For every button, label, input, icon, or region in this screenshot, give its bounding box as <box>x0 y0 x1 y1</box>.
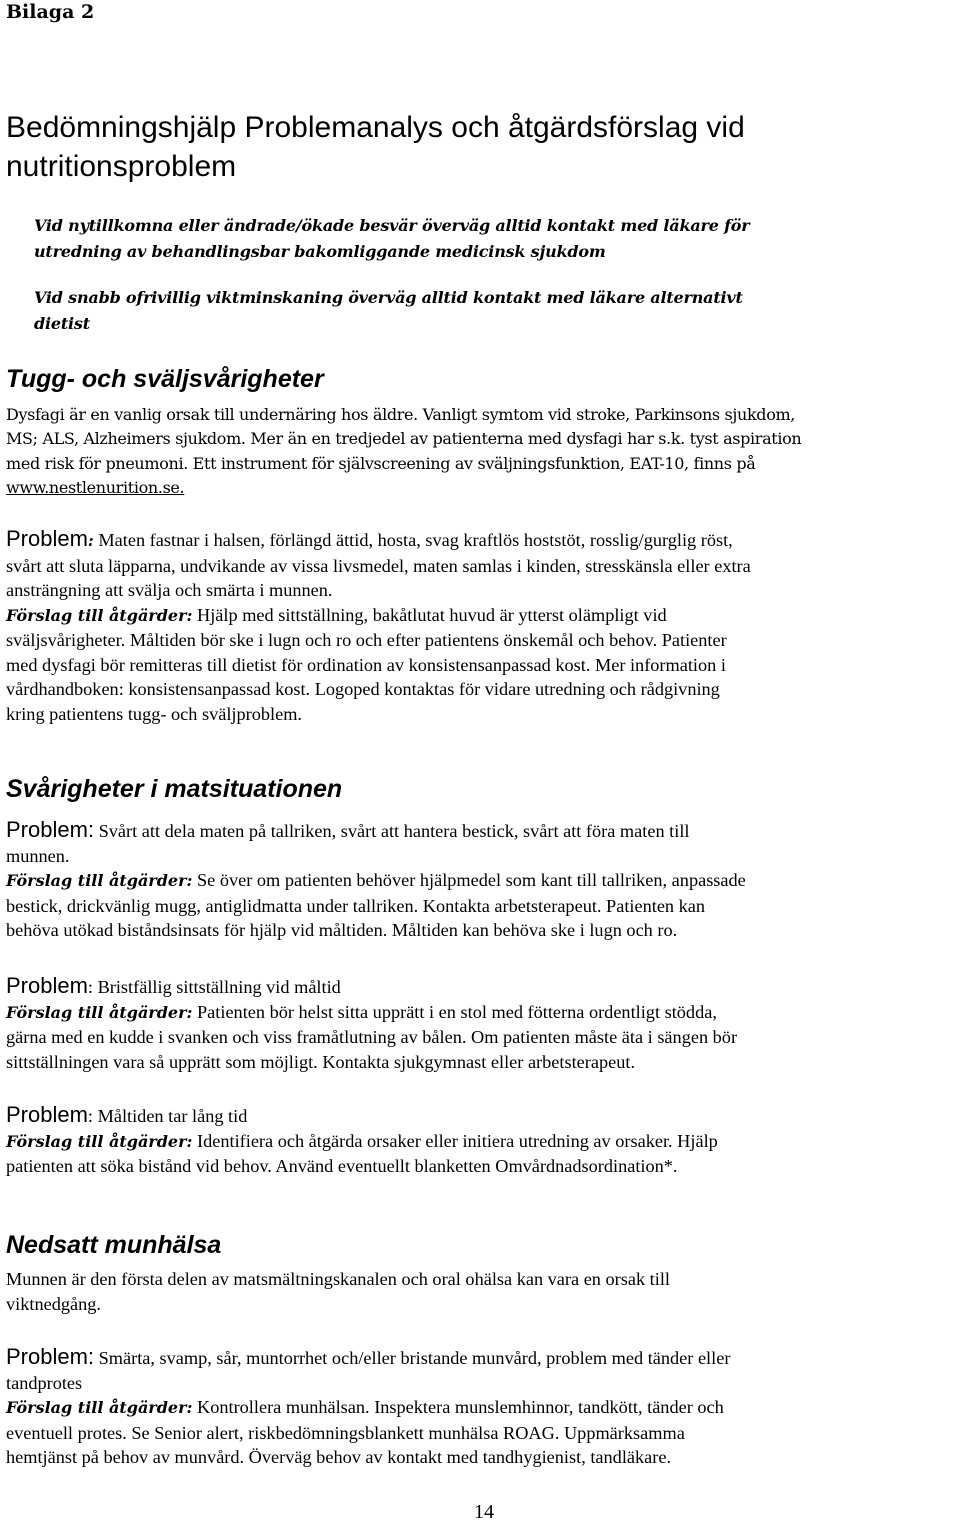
action-label: Förslag till åtgärder: <box>6 871 193 890</box>
problem-label: Problem: <box>6 817 95 842</box>
note-weight-loss: Vid snabb ofrivillig viktminskaning överväg alltid kontakt med läkare alternativt dietist <box>34 288 743 333</box>
section-heading-meal-difficulties: Svårigheter i matsituationen <box>6 775 343 803</box>
meal-problem-1: Problem: Svårt att dela maten på tallriken, svårt att hantera bestick, svårt att föra maten till munnen. Förslag till åtgärder: Se över om patienten behöver hjälpmedel som kant till tallriken, anpassade bestick, drickvänlig mugg, antiglidmatta under tallriken. Kontakta arbetsterapeut. Patienten kan behöva utökad biståndsinsats för hjälp vid måltiden. Måltiden kan behöva ske i lugn och ro. <box>6 817 746 940</box>
dysphagia-problem-block: Problem: Maten fastnar i halsen, förlängd ättid, hosta, svag kraftlös hoststöt, rosslig/gurglig röst, svårt att sluta läpparna, undvikande av vissa livsmedel, maten samlas i kinden, stresskänsla eller extra ansträngning att svälja och smärta i munnen. Förslag till åtgärder: Hjälp med sittställning, bakåtlutat huvud är ytterst olämpligt vid sväljsvårigheter. Måltiden bör ske i lugn och ro och efter patientens önskemål och behov. Patienter med dysfagi bör remitteras till dietist för ordination av konsistensanpassad kost. Mer information i vårdhandboken: konsistensanpassad kost. Logoped kontaktas för vidare utredning och rådgivning kring patientens tugg- och sväljproblem. <box>6 526 751 724</box>
action-label: Förslag till åtgärder: <box>6 1002 193 1022</box>
problem-label: Problem <box>6 973 88 998</box>
action-label: Förslag till åtgärder: <box>6 1398 193 1417</box>
problem-label: Problem <box>6 1102 88 1127</box>
appendix-label: Bilaga 2 <box>6 1 95 23</box>
meal-problem-3: Problem: Måltiden tar lång tid Förslag till åtgärder: Identifiera och åtgärda orsaker eller initiera utredning av orsaker. Hjälp patienten att söka bistånd vid behov. Använd eventuellt blanketten Omvårdnadsordination*. <box>6 1102 718 1176</box>
oral-health-intro: Munnen är den första delen av matsmältningskanalen och oral ohälsa kan vara en orsak till viktnedgång. <box>6 1269 670 1314</box>
document-title <box>6 108 952 186</box>
section-heading-dysphagia: Tugg- och sväljsvårigheter <box>6 365 324 393</box>
action-label: Förslag till åtgärder: <box>6 605 193 625</box>
nestle-link[interactable]: www.nestlenurition.se. <box>6 477 185 497</box>
title-line-1: Bedömningshjälp Problemanalys och åtgärdsförslag vid <box>6 111 745 144</box>
problem-label: Problem <box>6 526 88 551</box>
meal-problem-2: Problem: Bristfällig sittställning vid måltid Förslag till åtgärder: Patienten bör helst sitta upprätt i en stol med fötterna ordentligt stödda, gärna med en kudde i svanken och viss framåtlutning av bålen. Om patienten måste äta i sängen bör sittställningen vara så upprätt som möjligt. Kontakta sjukgymnast eller arbetsterapeut. <box>6 973 738 1072</box>
section-heading-oral-health: Nedsatt munhälsa <box>6 1231 222 1259</box>
title-line-2: nutritionsproblem <box>6 150 237 183</box>
note-medical-contact: Vid nytillkomna eller ändrade/ökade besvär överväg alltid kontakt med läkare för utredning av behandlingsbar bakomliggande medicinsk sjukdom <box>34 216 750 261</box>
problem-label: Problem: <box>6 1344 95 1369</box>
page-number: 14 <box>474 1501 494 1523</box>
oral-health-problem: Problem: Smärta, svamp, sår, muntorrhet och/eller bristande munvård, problem med tänder eller tandprotes Förslag till åtgärder: Kontrollera munhälsan. Inspektera munslemhinnor, tandkött, tänder och eventuell protes. Se Senior alert, riskbedömningsblankett munhälsa ROAG. Uppmärksamma hemtjänst på behov av munvård. Överväg behov av kontakt med tandhygienist, tandläkare. <box>6 1344 731 1467</box>
dysphagia-intro: Dysfagi är en vanlig orsak till undernäring hos äldre. Vanligt symtom vid stroke, Parkinsons sjukdom, MS; ALS, Alzheimers sjukdom. Mer än en tredjedel av patienterna med dysfagi har s.k. tyst aspiration med risk för pneumoni. Ett instrument för självscreening av sväljningsfunktion, EAT-10, finns på www.nestlenurition.se. <box>6 405 802 497</box>
action-label: Förslag till åtgärder: <box>6 1131 193 1151</box>
